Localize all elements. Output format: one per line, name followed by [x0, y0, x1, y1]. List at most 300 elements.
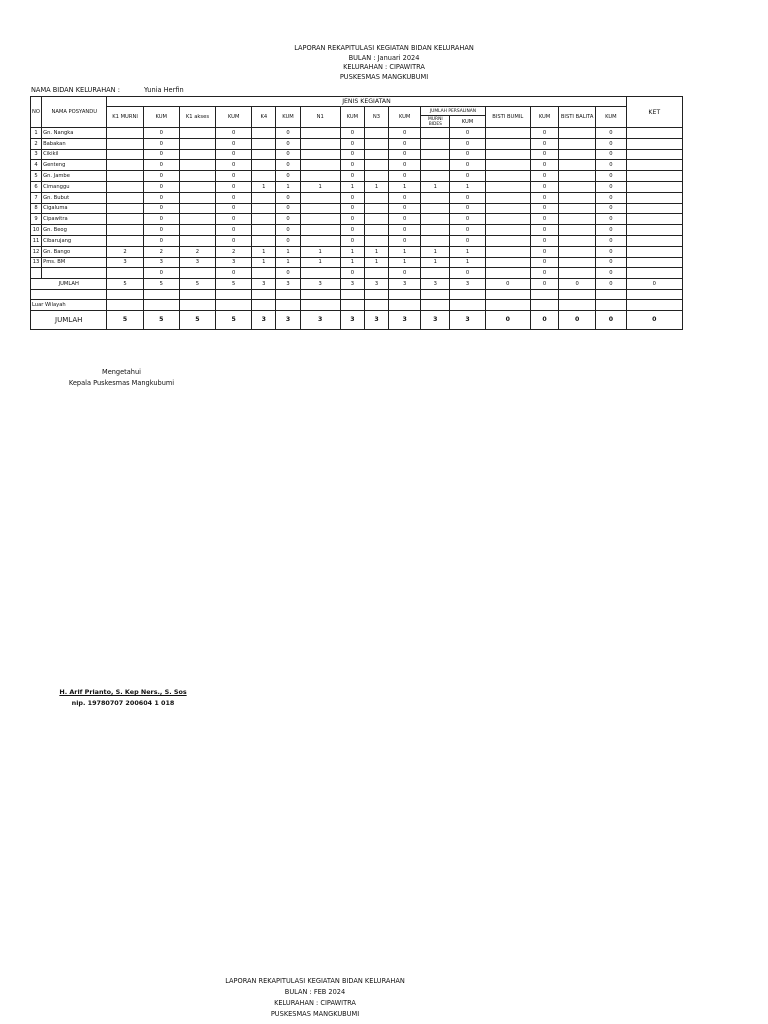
row-value: 0: [276, 225, 300, 236]
row-value: 0: [450, 171, 485, 182]
mengetahui-label: Mengetahui: [102, 368, 141, 376]
row-ket: [626, 128, 682, 139]
signatory-name: H. Arif Prianto, S. Kep Ners., S. Sos: [59, 688, 187, 696]
table-row: [31, 171, 683, 182]
row-value: 0: [530, 225, 558, 236]
row-value: 0: [340, 138, 364, 149]
row-value: 0: [276, 138, 300, 149]
row-value: 1: [450, 246, 485, 257]
row-value: [300, 203, 340, 214]
luar-cell: [450, 300, 485, 310]
luar-cell: [300, 300, 340, 310]
row-value: 0: [216, 171, 252, 182]
row-value: [179, 192, 215, 203]
blank-cell: [300, 289, 340, 299]
row-no: 13: [31, 257, 42, 268]
row-value: 1: [389, 246, 421, 257]
row-no: 4: [31, 160, 42, 171]
grand-total-value: 5: [107, 310, 143, 329]
row-posyandu: Gn. Beog: [42, 225, 107, 236]
grand-total-value: 0: [596, 310, 626, 329]
jumlah-value: 0: [596, 279, 626, 290]
row-value: 2: [179, 246, 215, 257]
row-value: [364, 128, 388, 139]
report-puskesmas: PUSKESMAS MANGKUBUMI: [339, 72, 429, 81]
row-value: 0: [596, 257, 626, 268]
row-value: 1: [421, 246, 450, 257]
row-ket: [626, 225, 682, 236]
row-value: 1: [364, 257, 388, 268]
row-value: [421, 192, 450, 203]
row-value: [485, 138, 530, 149]
grand-total-value: 0: [559, 310, 596, 329]
row-value: [300, 225, 340, 236]
row-no: 9: [31, 214, 42, 225]
row-posyandu: Cikikil: [42, 149, 107, 160]
row-value: 1: [276, 181, 300, 192]
row-value: [559, 138, 596, 149]
row-value: 0: [596, 268, 626, 279]
col-bisti-balita: BISTI BALITA: [559, 107, 596, 128]
signature-block: [0, 687, 246, 709]
row-value: 1: [252, 246, 276, 257]
row-no: 7: [31, 192, 42, 203]
col-ket: KET: [626, 97, 682, 128]
row-value: [179, 128, 215, 139]
row-value: 0: [340, 235, 364, 246]
grand-total-row: [31, 310, 683, 329]
row-value: 0: [340, 268, 364, 279]
luar-cell: [389, 300, 421, 310]
jumlah-value: 3: [389, 279, 421, 290]
row-value: 1: [276, 246, 300, 257]
grand-total-value: 3: [252, 310, 276, 329]
row-value: [252, 214, 276, 225]
blank-cell: [559, 289, 596, 299]
row-value: 2: [216, 246, 252, 257]
row-value: [559, 235, 596, 246]
row-value: [559, 225, 596, 236]
row-posyandu: Gn. Bubut: [42, 192, 107, 203]
row-value: [559, 268, 596, 279]
next-report-month: BULAN : FEB 2024: [284, 988, 346, 996]
row-value: [421, 268, 450, 279]
row-value: [300, 171, 340, 182]
col-n3: N3: [364, 107, 388, 128]
row-value: 3: [216, 257, 252, 268]
grand-total-value: 5: [179, 310, 215, 329]
row-value: [485, 181, 530, 192]
row-value: 0: [530, 138, 558, 149]
row-value: [485, 160, 530, 171]
row-value: 0: [389, 171, 421, 182]
row-value: [559, 246, 596, 257]
jumlah-value: 3: [276, 279, 300, 290]
row-posyandu: Pms. BM: [42, 257, 107, 268]
blank-cell: [252, 289, 276, 299]
luar-cell: [559, 300, 596, 310]
table-row: [31, 225, 683, 236]
jumlah-value: 0: [559, 279, 596, 290]
row-value: 3: [143, 257, 179, 268]
row-posyandu: Babakan: [42, 138, 107, 149]
row-value: 0: [389, 268, 421, 279]
row-value: 2: [143, 246, 179, 257]
row-value: 0: [596, 160, 626, 171]
row-value: 0: [216, 149, 252, 160]
luar-cell: [276, 300, 300, 310]
blank-cell: [179, 289, 215, 299]
row-value: 1: [252, 257, 276, 268]
luar-cell: [364, 300, 388, 310]
row-value: 0: [340, 214, 364, 225]
luar-cell: [421, 300, 450, 310]
row-value: 0: [530, 149, 558, 160]
next-report-header: [0, 976, 630, 1020]
blank-cell: [107, 289, 143, 299]
col-kum: KUM: [596, 107, 626, 128]
row-value: 0: [143, 171, 179, 182]
row-no: 10: [31, 225, 42, 236]
blank-cell: [364, 289, 388, 299]
row-value: [421, 235, 450, 246]
row-value: 0: [530, 214, 558, 225]
row-value: 0: [530, 268, 558, 279]
row-value: [485, 268, 530, 279]
row-value: 1: [421, 181, 450, 192]
row-value: 1: [450, 181, 485, 192]
col-posyandu: NAMA POSYANDU: [42, 97, 107, 128]
col-kum: KUM: [389, 107, 421, 128]
row-value: [559, 214, 596, 225]
group-jenis-kegiatan: JENIS KEGIATAN: [107, 97, 626, 107]
row-value: [485, 192, 530, 203]
row-value: 1: [389, 181, 421, 192]
row-value: 0: [216, 192, 252, 203]
row-value: [107, 149, 143, 160]
row-value: [364, 149, 388, 160]
row-value: 0: [530, 257, 558, 268]
row-value: 0: [276, 128, 300, 139]
blank-cell: [421, 289, 450, 299]
row-value: [421, 128, 450, 139]
row-value: [300, 149, 340, 160]
row-value: [107, 181, 143, 192]
row-value: 0: [596, 246, 626, 257]
row-value: [300, 268, 340, 279]
row-value: [421, 225, 450, 236]
row-value: 0: [596, 181, 626, 192]
row-value: [179, 160, 215, 171]
row-value: 0: [216, 128, 252, 139]
row-value: 0: [340, 192, 364, 203]
row-value: [107, 203, 143, 214]
row-value: [179, 149, 215, 160]
row-value: [485, 203, 530, 214]
row-value: 0: [596, 235, 626, 246]
row-value: 0: [340, 160, 364, 171]
row-value: [300, 138, 340, 149]
row-value: [421, 203, 450, 214]
col-no: NO: [31, 97, 42, 128]
row-ket: [626, 203, 682, 214]
row-value: 0: [340, 203, 364, 214]
col-kum: KUM: [276, 107, 300, 128]
luar-cell: [107, 300, 143, 310]
grand-total-label: JUMLAH: [31, 310, 107, 329]
blank-cell: [143, 289, 179, 299]
row-value: [107, 268, 143, 279]
row-value: 0: [216, 160, 252, 171]
table-row: [31, 214, 683, 225]
row-value: 0: [340, 149, 364, 160]
row-no: 12: [31, 246, 42, 257]
row-value: [300, 214, 340, 225]
row-value: 1: [364, 246, 388, 257]
row-value: 0: [143, 192, 179, 203]
row-value: 0: [143, 268, 179, 279]
row-value: [179, 138, 215, 149]
report-header: [0, 44, 768, 82]
row-value: [107, 138, 143, 149]
jumlah-value: 3: [450, 279, 485, 290]
luar-wilayah-row: [31, 300, 683, 310]
grand-total-value: 3: [364, 310, 388, 329]
row-value: 0: [340, 171, 364, 182]
row-value: [252, 192, 276, 203]
row-value: [252, 235, 276, 246]
row-value: 0: [276, 149, 300, 160]
blank-cell: [626, 289, 682, 299]
blank-cell: [276, 289, 300, 299]
row-value: 2: [107, 246, 143, 257]
group-jumlah-persalinan: JUMLAH PERSALINAN: [421, 107, 485, 116]
row-posyandu: [42, 268, 107, 279]
luar-cell: [626, 300, 682, 310]
row-no: 2: [31, 138, 42, 149]
row-value: 0: [276, 203, 300, 214]
row-value: 1: [340, 257, 364, 268]
jumlah-value: 0: [530, 279, 558, 290]
row-ket: [626, 235, 682, 246]
row-value: 1: [252, 181, 276, 192]
row-value: [559, 181, 596, 192]
row-value: 1: [340, 246, 364, 257]
row-value: [421, 160, 450, 171]
row-value: 0: [276, 268, 300, 279]
jumlah-value: 5: [216, 279, 252, 290]
jumlah-value: 3: [252, 279, 276, 290]
row-value: 0: [450, 214, 485, 225]
row-posyandu: Cibarujang: [42, 235, 107, 246]
row-ket: [626, 138, 682, 149]
jumlah-value: 3: [300, 279, 340, 290]
row-value: [485, 149, 530, 160]
table-row: [31, 257, 683, 268]
row-value: 0: [143, 149, 179, 160]
row-value: 0: [340, 128, 364, 139]
row-ket: [626, 214, 682, 225]
row-value: [364, 203, 388, 214]
blank-cell: [485, 289, 530, 299]
row-value: [559, 203, 596, 214]
row-value: [179, 225, 215, 236]
approval-block: [0, 367, 243, 389]
row-posyandu: Gn. Jambe: [42, 171, 107, 182]
row-ket: [626, 160, 682, 171]
grand-total-value: 5: [216, 310, 252, 329]
blank-cell: [216, 289, 252, 299]
grand-total-value: 3: [276, 310, 300, 329]
row-ket: [626, 149, 682, 160]
row-value: [252, 138, 276, 149]
row-value: [107, 128, 143, 139]
row-value: 0: [143, 235, 179, 246]
table-row: [31, 128, 683, 139]
table-row: [31, 160, 683, 171]
row-value: 0: [450, 192, 485, 203]
row-value: [485, 225, 530, 236]
table-row: [31, 149, 683, 160]
next-report-kelurahan: KELURAHAN : CIPAWITRA: [274, 999, 356, 1007]
row-value: 0: [450, 203, 485, 214]
luar-cell: [340, 300, 364, 310]
row-value: 0: [143, 138, 179, 149]
row-value: [559, 160, 596, 171]
row-value: 0: [389, 138, 421, 149]
jumlah-value: 5: [107, 279, 143, 290]
jumlah-label: JUMLAH: [31, 279, 107, 290]
row-value: 0: [530, 246, 558, 257]
row-value: 0: [216, 138, 252, 149]
table-row: [31, 268, 683, 279]
luar-cell: [530, 300, 558, 310]
blank-cell: [31, 289, 107, 299]
row-value: [107, 171, 143, 182]
row-value: [485, 246, 530, 257]
row-posyandu: Cigaluma: [42, 203, 107, 214]
row-value: [421, 171, 450, 182]
row-value: 0: [216, 235, 252, 246]
row-value: 0: [216, 203, 252, 214]
row-ket: [626, 171, 682, 182]
blank-cell: [596, 289, 626, 299]
row-value: 1: [389, 257, 421, 268]
report-kelurahan: KELURAHAN : CIPAWITRA: [343, 63, 425, 71]
row-value: [252, 268, 276, 279]
row-value: 0: [143, 225, 179, 236]
row-value: [421, 149, 450, 160]
report-month: BULAN : Januari 2024: [348, 53, 420, 62]
luar-cell: [143, 300, 179, 310]
row-value: 0: [389, 235, 421, 246]
row-value: [485, 235, 530, 246]
row-value: 0: [450, 160, 485, 171]
grand-total-value: 3: [340, 310, 364, 329]
row-value: [364, 171, 388, 182]
row-value: [107, 235, 143, 246]
blank-row: [31, 289, 683, 299]
grand-total-value: 3: [300, 310, 340, 329]
blank-cell: [530, 289, 558, 299]
row-value: 1: [450, 257, 485, 268]
table-row: [31, 138, 683, 149]
row-value: [252, 160, 276, 171]
row-value: [364, 138, 388, 149]
row-value: 0: [389, 128, 421, 139]
col-kum: KUM: [340, 107, 364, 128]
col-murni-bides: MURNI BIDES: [421, 116, 450, 128]
row-value: [252, 171, 276, 182]
row-value: 0: [276, 192, 300, 203]
row-value: [252, 128, 276, 139]
next-report-puskesmas: PUSKESMAS MANGKUBUMI: [270, 1010, 360, 1018]
row-value: [179, 235, 215, 246]
row-value: 0: [596, 192, 626, 203]
row-value: 0: [216, 268, 252, 279]
row-value: 0: [143, 203, 179, 214]
row-no: 8: [31, 203, 42, 214]
grand-total-value: 3: [421, 310, 450, 329]
luar-cell: [179, 300, 215, 310]
row-value: [179, 171, 215, 182]
row-posyandu: Genteng: [42, 160, 107, 171]
row-value: 0: [530, 192, 558, 203]
col-kum: KUM: [530, 107, 558, 128]
row-value: 3: [107, 257, 143, 268]
row-value: 0: [596, 203, 626, 214]
row-value: 3: [179, 257, 215, 268]
row-posyandu: Cimanggu: [42, 181, 107, 192]
luar-cell: [252, 300, 276, 310]
grand-total-value: 5: [143, 310, 179, 329]
grand-total-value: 0: [530, 310, 558, 329]
row-value: 1: [276, 257, 300, 268]
row-value: [300, 160, 340, 171]
jabatan-label: Kepala Puskesmas Mangkubumi: [68, 379, 175, 387]
row-value: 1: [300, 257, 340, 268]
row-value: 0: [450, 128, 485, 139]
jumlah-value: 3: [340, 279, 364, 290]
row-value: 0: [530, 203, 558, 214]
signatory-nip: nip. 19780707 200604 1 018: [71, 699, 175, 707]
row-value: 1: [340, 181, 364, 192]
row-value: [364, 192, 388, 203]
row-value: [107, 225, 143, 236]
row-ket: [626, 246, 682, 257]
luar-cell: [596, 300, 626, 310]
row-value: [252, 203, 276, 214]
bidan-row: [31, 86, 184, 94]
row-value: 0: [143, 128, 179, 139]
row-value: 0: [389, 192, 421, 203]
row-value: [107, 192, 143, 203]
table-row: [31, 181, 683, 192]
row-value: [485, 214, 530, 225]
jumlah-value: 3: [421, 279, 450, 290]
blank-cell: [389, 289, 421, 299]
row-value: [364, 235, 388, 246]
row-value: [252, 149, 276, 160]
col-kum: KUM: [143, 107, 179, 128]
luar-wilayah-label: Luar Wilayah: [31, 300, 107, 310]
bidan-name: Yunia Herfin: [144, 86, 184, 94]
row-value: 0: [596, 171, 626, 182]
row-no: 11: [31, 235, 42, 246]
table-row: [31, 235, 683, 246]
row-value: 0: [276, 214, 300, 225]
next-report-title: LAPORAN REKAPITULASI KEGIATAN BIDAN KELURAHAN: [225, 977, 405, 985]
